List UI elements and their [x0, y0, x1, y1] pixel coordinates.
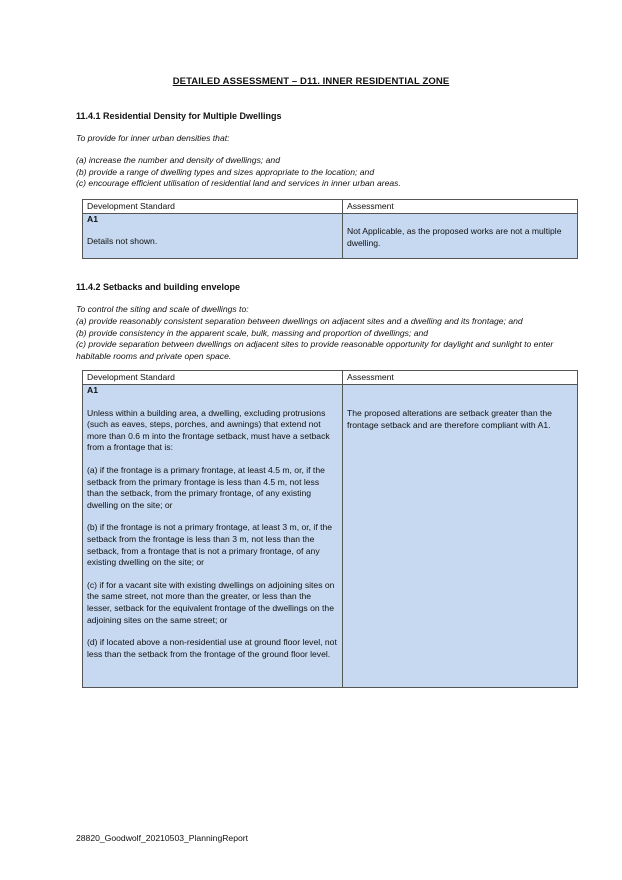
table-header-row: [83, 371, 578, 385]
page-title: DETAILED ASSESSMENT – D11. INNER RESIDENTIAL ZONE: [172, 76, 450, 87]
objective-item: (b) provide consistency in the apparent scale, bulk, massing and proportion of dwellings; and: [76, 327, 429, 338]
col-header-assessment: Assessment: [343, 371, 578, 385]
standard-label: A1: [87, 214, 98, 224]
table-row: [83, 214, 578, 259]
section-11-4-2-title: 11.4.2 Setbacks and building envelope: [76, 282, 241, 292]
section-11-4-1-title: 11.4.1 Residential Density for Multiple Dwellings: [76, 111, 282, 121]
standard-cell: [83, 385, 343, 688]
standard-cell: [83, 214, 343, 259]
objective-item: (c) provide separation between dwellings on adjacent sites to provide reasonable opportunity for daylight and sunlight to enter habitable rooms and private open space.: [76, 339, 554, 361]
objective-item: (b) provide a range of dwelling types and sizes appropriate to the location; and: [76, 166, 375, 177]
assessment-cell: [343, 214, 578, 259]
section-11-4-1-objectives: [76, 155, 576, 190]
standard-paragraph: (a) if the frontage is a primary frontage, at least 4.5 m, or, if the setback from the primary frontage is less than 4.5 m, not less than the setback, from the primary frontage, of any existing dwelling on the site; or: [87, 464, 325, 510]
standards-table-11-4-2: [82, 370, 578, 688]
table-header-row: [83, 200, 578, 214]
standard-text: Details not shown.: [87, 235, 158, 246]
objective-item: (c) encourage efficient utilisation of residential land and services in inner urban areas.: [76, 178, 401, 189]
section-11-4-2-objective-intro: To control the siting and scale of dwellings to:: [76, 304, 249, 314]
objective-item: (a) increase the number and density of dwellings; and: [76, 155, 280, 165]
standard-paragraph: (d) if located above a non-residential use at ground floor level, not less than the setback from the frontage of the ground floor level.: [87, 637, 337, 659]
footer-filename: 28820_Goodwolf_20210503_PlanningReport: [76, 833, 249, 843]
standard-label: A1: [87, 385, 98, 395]
standard-paragraph: Unless within a building area, a dwelling, excluding protrusions (such as eaves, steps, porches, and awnings) that extend not more than 0.6 m into the frontage setback, must have a setback from a frontage that is:: [87, 407, 330, 453]
objective-item: (a) provide reasonably consistent separation between dwellings on adjacent sites and a dwelling and its frontage; and: [76, 316, 523, 326]
assessment-text: The proposed alterations are setback greater than the frontage setback and are therefore compliant with A1.: [347, 408, 552, 430]
standard-paragraph: (b) if the frontage is not a primary frontage, at least 3 m, or, if the setback from the frontage is less than 3 m, not less than the setback, from a frontage that is not a primary frontage, of any existing dwelling on the site; or: [87, 522, 333, 568]
table-row: [83, 385, 578, 688]
assessment-text: Not Applicable, as the proposed works are not a multiple dwelling.: [347, 226, 562, 248]
col-header-assessment: Assessment: [343, 200, 578, 214]
assessment-cell: [343, 385, 578, 688]
standards-table-11-4-1: [82, 199, 578, 259]
section-11-4-2-objectives: [76, 316, 576, 362]
col-header-development-standard: Development Standard: [83, 200, 343, 214]
section-11-4-1-objective-intro: To provide for inner urban densities that:: [76, 133, 230, 143]
standard-paragraph: (c) if for a vacant site with existing dwellings on adjoining sites on the same street, not more than the greater, or less than the lesser, setback for the equivalent frontage of the dwellings on the adjoining sites on the same street; or: [87, 579, 335, 625]
col-header-development-standard: Development Standard: [83, 371, 343, 385]
